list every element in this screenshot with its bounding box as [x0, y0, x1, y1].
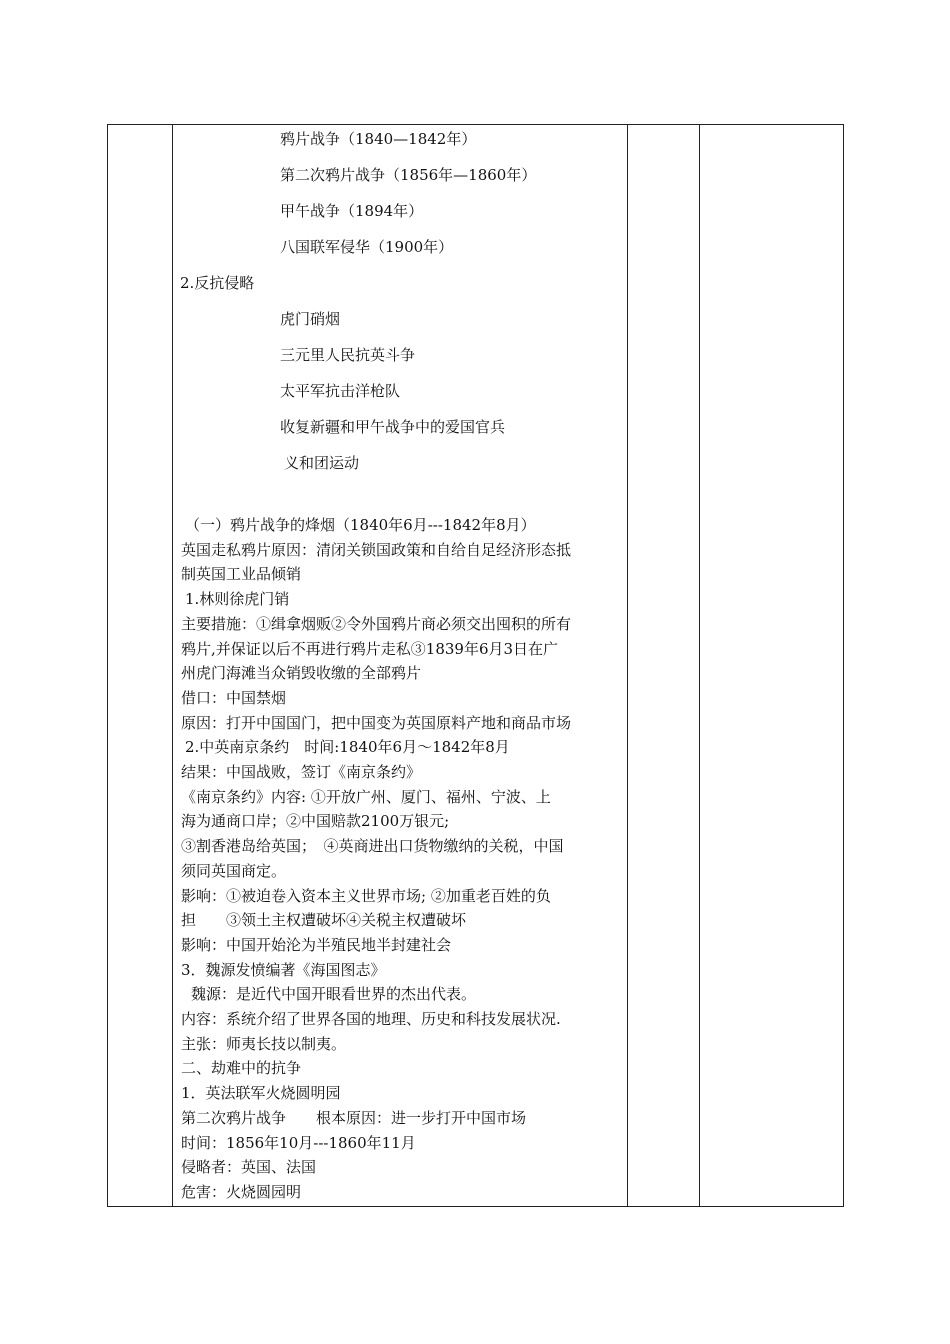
notes-line: 3．魏源发愤编著《海国图志》	[181, 960, 386, 979]
notes-line: 海为通商口岸；②中国赔款2100万银元;	[181, 812, 450, 831]
resist-heading: 2.反抗侵略	[180, 274, 255, 292]
resist-item: 太平军抗击洋枪队	[280, 382, 401, 400]
notes-line: 主要措施：①缉拿烟贩②令外国鸦片商必须交出囤积的所有	[181, 614, 572, 633]
notes-line: 影响：①被迫卷入资本主义世界市场; ②加重老百姓的负	[181, 886, 551, 905]
notes-line: ③割香港岛给英国； ④英商进出口货物缴纳的关税，中国	[181, 837, 564, 856]
left-column-cell	[108, 125, 173, 1207]
notes-line: 侵略者：英国、法国	[181, 1158, 317, 1177]
notes-line: （一）鸦片战争的烽烟（1840年6月---1842年8月）	[185, 516, 536, 534]
notes-line: 魏源：是近代中国开眼看世界的杰出代表。	[191, 985, 477, 1004]
notes-line: 结果：中国战败，签订《南京条约》	[181, 763, 422, 782]
lesson-table	[107, 124, 844, 1207]
notes-line: 须同英国商定。	[181, 861, 287, 880]
notes-line: 英国走私鸦片原因：清闭关锁国政策和自给自足经济形态抵	[181, 540, 572, 559]
notes-line: 危害：火烧圆园明	[181, 1182, 302, 1201]
notes-line: 主张：师夷长技以制夷。	[181, 1034, 347, 1053]
war-item: 八国联军侵华（1900年）	[280, 238, 454, 256]
notes-line: 原因：打开中国国门，把中国变为英国原料产地和商品市场	[181, 713, 572, 732]
notes-line: 影响：中国开始沦为半殖民地半封建社会	[181, 935, 452, 954]
notes-line: 1．英法联军火烧圆明园	[181, 1084, 341, 1103]
war-item: 第二次鸦片战争（1856年—1860年）	[280, 166, 537, 184]
notes-line: 鸦片,并保证以后不再进行鸦片走私③1839年6月3日在广	[181, 639, 559, 658]
fourth-column-cell	[700, 125, 844, 1207]
content-column-cell	[173, 125, 628, 1207]
notes-line: 借口：中国禁烟	[181, 688, 287, 707]
notes-line: 内容：系统介绍了世界各国的地理、历史和科技发展状况.	[181, 1010, 561, 1029]
notes-section	[181, 513, 621, 1205]
war-item: 甲午战争（1894年）	[280, 202, 424, 220]
war-item: 鸦片战争（1840—1842年）	[280, 130, 477, 148]
resist-item: 虎门硝烟	[280, 310, 341, 328]
notes-line: 制英国工业品倾销	[181, 565, 302, 584]
notes-line: 2.中英南京条约 时间:1840年6月～1842年8月	[185, 738, 510, 757]
notes-line: 1.林则徐虎门销	[185, 590, 290, 609]
notes-line: 担 ③领土主权遭破坏④关税主权遭破坏	[181, 911, 467, 930]
notes-line: 州虎门海滩当众销毁收缴的全部鸦片	[181, 664, 422, 683]
notes-line: 时间：1856年10月---1860年11月	[181, 1133, 416, 1152]
notes-line: 《南京条约》内容: ①开放广州、厦门、福州、宁波、上	[181, 787, 551, 806]
notes-line: 二、劫难中的抗争	[181, 1059, 302, 1078]
lesson-content	[173, 125, 627, 1206]
resist-item: 收复新疆和甲午战争中的爱国官兵	[280, 418, 506, 436]
resist-item: 三元里人民抗英斗争	[280, 346, 416, 364]
notes-line: 第二次鸦片战争 根本原因：进一步打开中国市场	[181, 1108, 527, 1127]
resist-item: 义和团运动	[284, 454, 360, 472]
third-column-cell	[628, 125, 700, 1207]
table-row	[108, 125, 844, 1207]
